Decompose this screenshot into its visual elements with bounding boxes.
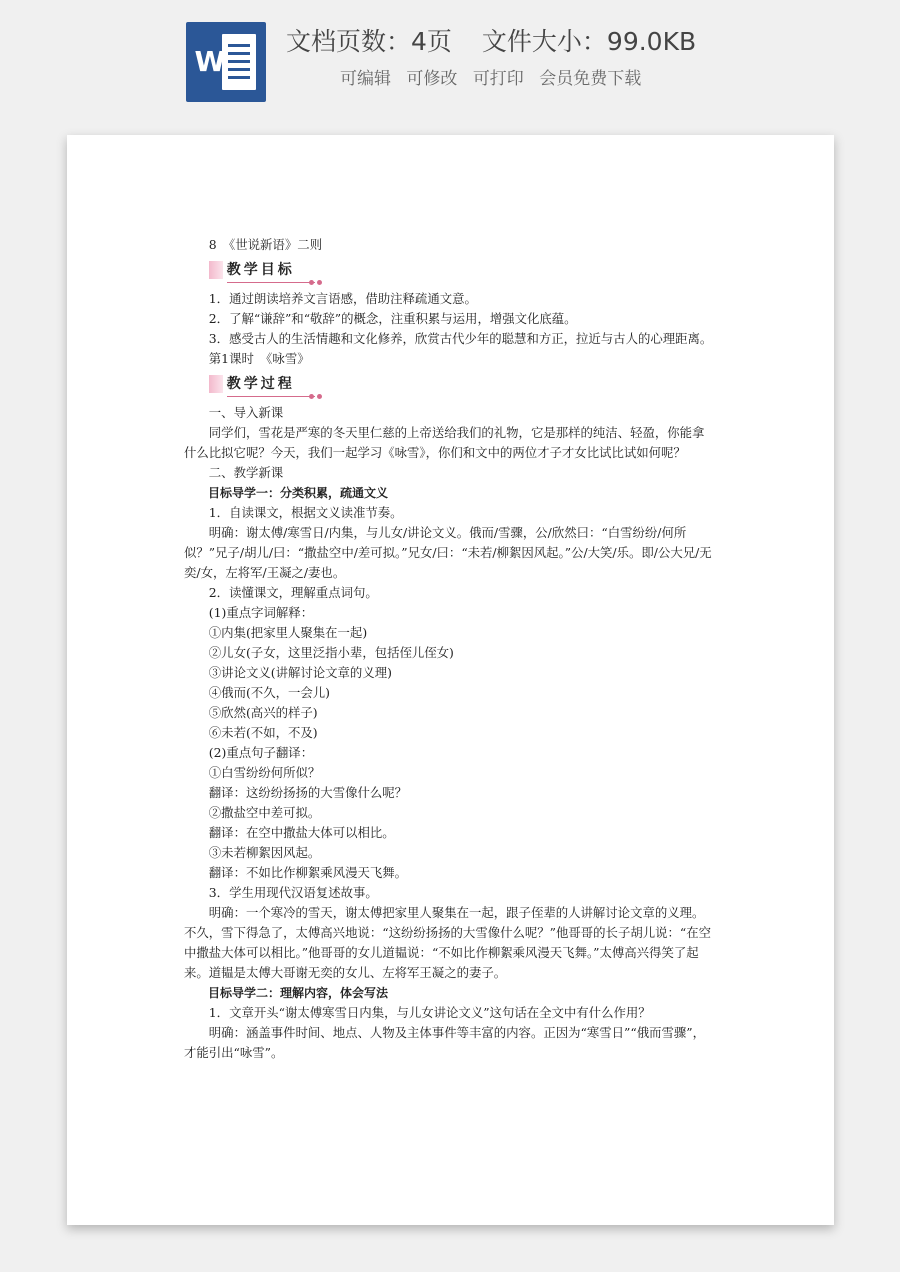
heading-dot-icon: [317, 280, 322, 285]
word-item: ④俄而(不久，一会儿): [208, 685, 330, 700]
feature-modifiable: 可修改: [406, 69, 458, 89]
doc-title: 8 《世说新语》二则: [208, 237, 322, 252]
step-1: 1．自读课文，根据文义读准节奏。: [208, 505, 403, 520]
goal-guide-1: 目标导学一：分类积累，疏通文义: [208, 486, 389, 500]
goal-guide-2: 目标导学二：理解内容，体会写法: [208, 986, 389, 1000]
section-heading-process: [209, 373, 716, 399]
words-heading: (1)重点字词解释：: [208, 605, 314, 620]
goal-item: 3．感受古人的生活情趣和文化修养，欣赏古代少年的聪慧和方正，拉近与古人的心理距离。: [208, 331, 713, 346]
step-1-answer: 明确：谢太傅/寒雪日/内集，与儿女/讲论文义。俄而/雪骤，公/欣然曰：“白雪纷纷/何所似？”兄子/胡儿/曰：“撒盐空中/差可拟。”兄女/曰：“未若/柳絮因风起。”公/大笑/乐。即/公大兄/无奕/女，左将军/王凝之/妻也。: [184, 525, 712, 580]
heading-underline: [227, 396, 315, 397]
intro-paragraph: 同学们，雪花是严寒的冬天里仁慈的上帝送给我们的礼物，它是那样的纯洁、轻盈，你能拿什么比拟它呢？今天，我们一起学习《咏雪》，你们和文中的两位才子才女比试比试如何呢？: [184, 425, 705, 460]
sentences-heading: (2)重点句子翻译：: [208, 745, 314, 760]
word-item: ⑤欣然(高兴的样子): [208, 705, 318, 720]
heading-dot-icon: [309, 394, 314, 399]
sentence-translation: 翻译：在空中撒盐大体可以相比。: [208, 825, 395, 840]
page-count: 文档页数：4页: [286, 27, 452, 56]
heading-underline: [227, 282, 315, 283]
question-1: 1．文章开头“谢太傅寒雪日内集，与儿女讲论文义”这句话在全文中有什么作用？: [208, 1005, 651, 1020]
file-info: [286, 22, 846, 62]
heading-dot-icon: [309, 280, 314, 285]
document-content: [184, 235, 716, 1063]
heading-ribbon-icon: [209, 261, 223, 279]
step-3: 3．学生用现代汉语复述故事。: [208, 885, 378, 900]
heading-ribbon-icon: [209, 375, 223, 393]
step-3-answer: 明确：一个寒冷的雪天，谢太傅把家里人聚集在一起，跟子侄辈的人讲解讨论文章的义理。不久，雪下得急了，太傅高兴地说：“这纷纷扬扬的大雪像什么呢？”他哥哥的长子胡儿说：“在空中撒盐大体可以相比。”他哥哥的女儿道韫说：“不如比作柳絮乘风漫天飞舞。”太傅高兴得笑了起来。道韫是太傅大哥谢无奕的女儿、左将军王凝之的妻子。: [184, 905, 712, 980]
heading-text: 教学过程: [226, 376, 295, 392]
step-2: 2．读懂课文，理解重点词句。: [208, 585, 378, 600]
word-document-icon: [186, 22, 266, 102]
word-item: ①内集(把家里人聚集在一起): [208, 625, 368, 640]
feature-editable: 可编辑: [340, 69, 391, 89]
feature-printable: 可打印: [472, 69, 524, 89]
sentence-translation: 翻译：不如比作柳絮乘风漫天飞舞。: [208, 865, 408, 880]
heading-text: 教学目标: [226, 262, 295, 278]
word-letter: W: [194, 45, 226, 78]
question-1-answer: 明确：涵盖事件时间、地点、人物及主体事件等丰富的内容。正因为“寒雪日”“俄而雪骤”，才能引出“咏雪”。: [184, 1025, 705, 1060]
subheading-intro: 一、导入新课: [208, 405, 284, 420]
section-heading-goals: [209, 259, 716, 285]
subheading-new-lesson: 二、教学新课: [208, 465, 284, 480]
word-item: ⑥未若(不如，不及): [208, 725, 318, 740]
document-page: [67, 135, 834, 1225]
goal-item: 2．了解“谦辞”和“敬辞”的概念，注重积累与运用，增强文化底蕴。: [208, 311, 577, 326]
sentence-item: ③未若柳絮因风起。: [208, 845, 321, 860]
feature-list: [340, 64, 780, 94]
lesson-title: 第1课时 《咏雪》: [208, 351, 310, 366]
download-header: [0, 0, 900, 120]
heading-dot-icon: [317, 394, 322, 399]
sentence-item: ①白雪纷纷何所似？: [208, 765, 321, 780]
sentence-item: ②撒盐空中差可拟。: [208, 805, 321, 820]
sentence-translation: 翻译：这纷纷扬扬的大雪像什么呢？: [208, 785, 408, 800]
file-size: 文件大小：99.0KB: [481, 27, 697, 56]
word-item: ②儿女(子女，这里泛指小辈，包括侄儿侄女): [208, 645, 454, 660]
goal-item: 1．通过朗读培养文言语感，借助注释疏通文意。: [208, 291, 477, 306]
feature-member-download: 会员免费下载: [539, 69, 642, 89]
word-item: ③讲论文义(讲解讨论文章的义理): [208, 665, 392, 680]
